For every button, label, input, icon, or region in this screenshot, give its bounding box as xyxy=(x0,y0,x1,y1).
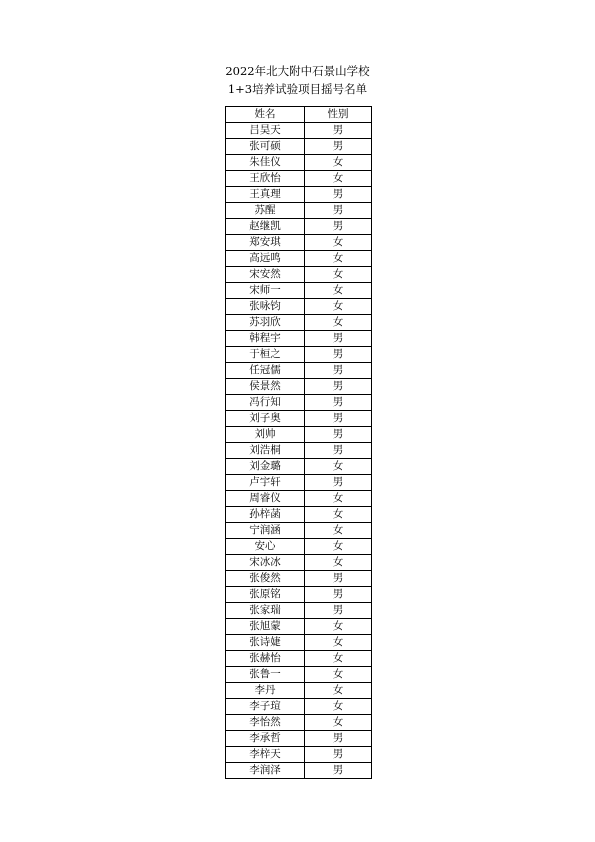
name-cell: 郑安琪 xyxy=(226,235,305,251)
name-cell: 侯景然 xyxy=(226,379,305,395)
name-cell: 王真理 xyxy=(226,187,305,203)
name-cell: 韩程宇 xyxy=(226,331,305,347)
gender-cell: 男 xyxy=(305,571,372,587)
name-cell: 周睿仪 xyxy=(226,491,305,507)
table-row xyxy=(226,763,372,779)
table-row xyxy=(226,587,372,603)
gender-cell: 女 xyxy=(305,171,372,187)
table-row xyxy=(226,459,372,475)
roster-table xyxy=(225,106,372,779)
gender-cell: 女 xyxy=(305,523,372,539)
name-cell: 苏醒 xyxy=(226,203,305,219)
table-row xyxy=(226,603,372,619)
name-cell: 张俊然 xyxy=(226,571,305,587)
name-cell: 任冠儒 xyxy=(226,363,305,379)
name-cell: 李丹 xyxy=(226,683,305,699)
gender-cell: 男 xyxy=(305,603,372,619)
gender-cell: 女 xyxy=(305,267,372,283)
table-row xyxy=(226,523,372,539)
gender-cell: 男 xyxy=(305,731,372,747)
gender-cell: 男 xyxy=(305,763,372,779)
gender-cell: 男 xyxy=(305,123,372,139)
table-row xyxy=(226,747,372,763)
table-row xyxy=(226,315,372,331)
gender-cell: 女 xyxy=(305,235,372,251)
name-cell: 宋冰冰 xyxy=(226,555,305,571)
document-title: 2022年北大附中石景山学校 xyxy=(225,64,370,78)
gender-cell: 男 xyxy=(305,395,372,411)
name-cell: 冯行知 xyxy=(226,395,305,411)
name-cell: 张鲁一 xyxy=(226,667,305,683)
table-row xyxy=(226,699,372,715)
name-cell: 高远鸣 xyxy=(226,251,305,267)
name-cell: 卢宇轩 xyxy=(226,475,305,491)
gender-cell: 男 xyxy=(305,363,372,379)
name-cell: 张旭蒙 xyxy=(226,619,305,635)
table-row xyxy=(226,475,372,491)
table-header-row xyxy=(226,107,372,123)
table-row xyxy=(226,155,372,171)
table-row xyxy=(226,299,372,315)
gender-cell: 女 xyxy=(305,315,372,331)
name-cell: 苏羽欣 xyxy=(226,315,305,331)
table-row xyxy=(226,715,372,731)
gender-cell: 女 xyxy=(305,283,372,299)
table-row xyxy=(226,539,372,555)
name-cell: 宋安然 xyxy=(226,267,305,283)
table-row xyxy=(226,667,372,683)
table-row xyxy=(226,283,372,299)
gender-cell: 女 xyxy=(305,539,372,555)
table-row xyxy=(226,651,372,667)
name-cell: 安心 xyxy=(226,539,305,555)
name-cell: 李润泽 xyxy=(226,763,305,779)
name-cell: 刘金璐 xyxy=(226,459,305,475)
name-cell: 刘帅 xyxy=(226,427,305,443)
gender-cell: 女 xyxy=(305,555,372,571)
gender-cell: 男 xyxy=(305,475,372,491)
gender-cell: 男 xyxy=(305,331,372,347)
gender-cell: 男 xyxy=(305,379,372,395)
gender-cell: 男 xyxy=(305,347,372,363)
table-row xyxy=(226,507,372,523)
name-cell: 张家瑞 xyxy=(226,603,305,619)
table-row xyxy=(226,187,372,203)
gender-cell: 女 xyxy=(305,507,372,523)
table-row xyxy=(226,219,372,235)
gender-cell: 女 xyxy=(305,699,372,715)
header-name: 姓名 xyxy=(226,107,305,123)
gender-cell: 女 xyxy=(305,651,372,667)
gender-cell: 女 xyxy=(305,299,372,315)
gender-cell: 女 xyxy=(305,491,372,507)
name-cell: 宁润涵 xyxy=(226,523,305,539)
table-row xyxy=(226,731,372,747)
gender-cell: 女 xyxy=(305,459,372,475)
table-row xyxy=(226,443,372,459)
name-cell: 张咏钧 xyxy=(226,299,305,315)
gender-cell: 女 xyxy=(305,715,372,731)
name-cell: 宋师一 xyxy=(226,283,305,299)
table-row xyxy=(226,379,372,395)
table-row xyxy=(226,491,372,507)
table-body xyxy=(226,123,372,779)
gender-cell: 女 xyxy=(305,251,372,267)
table-row xyxy=(226,427,372,443)
table-row xyxy=(226,331,372,347)
name-cell: 刘子奥 xyxy=(226,411,305,427)
gender-cell: 男 xyxy=(305,219,372,235)
gender-cell: 女 xyxy=(305,683,372,699)
table-row xyxy=(226,139,372,155)
name-cell: 孙梓菡 xyxy=(226,507,305,523)
gender-cell: 女 xyxy=(305,619,372,635)
header-gender: 性别 xyxy=(305,107,372,123)
table-row xyxy=(226,635,372,651)
gender-cell: 女 xyxy=(305,635,372,651)
name-cell: 李梓天 xyxy=(226,747,305,763)
gender-cell: 男 xyxy=(305,139,372,155)
gender-cell: 女 xyxy=(305,667,372,683)
gender-cell: 男 xyxy=(305,587,372,603)
table-row xyxy=(226,363,372,379)
name-cell: 朱佳仪 xyxy=(226,155,305,171)
table-row xyxy=(226,411,372,427)
gender-cell: 男 xyxy=(305,427,372,443)
name-cell: 李怡然 xyxy=(226,715,305,731)
gender-cell: 男 xyxy=(305,411,372,427)
table-row xyxy=(226,235,372,251)
document-subtitle: 1+3培养试验项目摇号名单 xyxy=(227,82,368,96)
name-cell: 张原铭 xyxy=(226,587,305,603)
gender-cell: 男 xyxy=(305,203,372,219)
name-cell: 李承哲 xyxy=(226,731,305,747)
name-cell: 王欣怡 xyxy=(226,171,305,187)
gender-cell: 男 xyxy=(305,187,372,203)
name-cell: 于桓之 xyxy=(226,347,305,363)
name-cell: 李子瑄 xyxy=(226,699,305,715)
table-row xyxy=(226,571,372,587)
name-cell: 张赫怡 xyxy=(226,651,305,667)
table-row xyxy=(226,267,372,283)
table-row xyxy=(226,203,372,219)
table-row xyxy=(226,171,372,187)
gender-cell: 男 xyxy=(305,747,372,763)
name-cell: 赵继凯 xyxy=(226,219,305,235)
gender-cell: 女 xyxy=(305,155,372,171)
name-cell: 张可硕 xyxy=(226,139,305,155)
table-row xyxy=(226,251,372,267)
table-row xyxy=(226,619,372,635)
name-cell: 刘浩桐 xyxy=(226,443,305,459)
gender-cell: 男 xyxy=(305,443,372,459)
name-cell: 张诗婕 xyxy=(226,635,305,651)
name-cell: 吕昊天 xyxy=(226,123,305,139)
table-row xyxy=(226,395,372,411)
table-row xyxy=(226,555,372,571)
table-row xyxy=(226,683,372,699)
table-row xyxy=(226,347,372,363)
table-row xyxy=(226,123,372,139)
